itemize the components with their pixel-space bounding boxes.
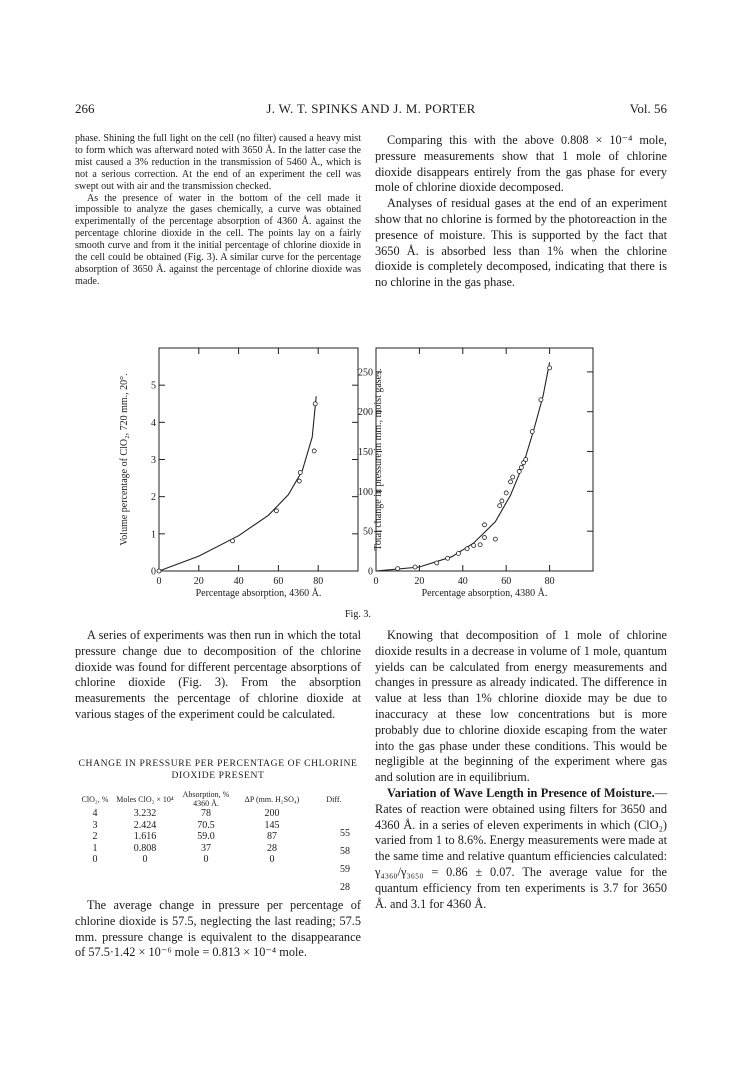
paragraph: Analyses of residual gases at the end of an experiment show that no chlorine is formed by the photoreaction in the presence of moisture. This is supported by the fact that 3650 Å. is absorbed less than 1% when the chlorine dioxide is completely decomposed, indicating that there is no chlorine in the gas phase.: [375, 196, 667, 290]
figure-caption: Fig. 3.: [345, 609, 371, 620]
plot-pressure-change: [358, 348, 593, 599]
fitted-curve: [159, 396, 316, 571]
y-tick-label: 200: [358, 407, 373, 419]
data-point: [498, 504, 502, 508]
data-point: [483, 536, 487, 540]
y-tick-label: 250: [358, 367, 373, 379]
data-point: [539, 398, 543, 402]
table-cell: 3: [92, 819, 98, 831]
y-tick-label: 50: [363, 526, 373, 538]
data-point: [274, 509, 278, 513]
data-point: [511, 475, 515, 479]
data-point: [465, 547, 469, 551]
right-bottom-text: [375, 628, 667, 912]
y-tick-label: 0: [151, 566, 156, 578]
left-bottom-text: [75, 628, 361, 723]
x-tick-label: 80: [544, 576, 555, 587]
column-header: Moles ClO₂ × 10⁴: [116, 794, 174, 804]
plot-chlorine-percentage: [119, 348, 358, 599]
data-table: [75, 790, 361, 866]
table-cell: 4: [92, 808, 98, 819]
y-axis-label: Total change in pressure in mm., moist gases.: [373, 368, 384, 551]
data-point: [413, 565, 417, 569]
table-cell: 0: [92, 854, 98, 865]
table-row: [75, 843, 361, 855]
y-tick-label: 5: [151, 380, 156, 392]
y-tick-label: 150: [358, 447, 373, 459]
data-point: [313, 402, 317, 406]
data-point: [298, 471, 302, 475]
paragraph: The average change in pressure per percentage of chlorine dioxide is 57.5, neglecting the last reading; 57.5 mm. pressure change is equivalent to the disappearance of 57.5·1.42 × 10⁻⁶ mole = 0.813 × 10⁻⁴ mole.: [75, 898, 361, 960]
column-header: Diff.: [326, 794, 342, 804]
table-title-line: CHANGE IN PRESSURE PER PERCENTAGE OF CHLORINE: [78, 758, 358, 769]
y-tick-label: 3: [151, 455, 156, 466]
data-point: [509, 480, 513, 484]
table-header-row: [75, 790, 361, 808]
paragraph: Comparing this with the above 0.808 × 10⁻⁴ mole, pressure measurements show that 1 mole of chlorine dioxide disappears entirely from the gas phase for every mole of chlorine dioxide decomposed.: [375, 133, 667, 195]
table-cell: [307, 820, 361, 832]
x-axis-label: Percentage absorption, 4360 Å.: [195, 588, 322, 599]
x-tick-label: 20: [414, 576, 425, 587]
x-tick-label: 40: [233, 576, 244, 587]
x-tick-label: 20: [193, 576, 204, 587]
running-header: [75, 101, 667, 119]
paragraph: Knowing that decomposition of 1 mole of chlorine dioxide results in a decrease in volume of 1 mole, quantum yields can be calculated from energy measurements and changes in pressure as already indicated. The difference in value at less than 1% chlorine dioxide may be due to inaccuracy at these low concentrations but is more probably due to chlorine dioxide escaping from the water into the gas phase under these conditions. This would be negligible at the beginning of the experiment where gas and solution are in equilibrium.: [375, 628, 667, 785]
table-row: [75, 808, 361, 820]
diff-value: 28: [340, 882, 350, 893]
table-cell: 37: [201, 842, 211, 854]
table-cell: 145: [264, 819, 280, 831]
section-heading: Variation of Wave Length in Presence of Moisture.: [387, 785, 655, 800]
data-point: [517, 469, 521, 473]
table-row: [75, 854, 361, 866]
diff-value: 58: [340, 846, 350, 857]
data-point: [396, 567, 400, 571]
data-point: [157, 569, 161, 573]
table-cell: 0: [269, 854, 275, 865]
data-point: [548, 366, 552, 370]
table-cell: 70.5: [197, 819, 215, 831]
table-cell: [307, 843, 361, 855]
x-tick-label: 60: [501, 576, 512, 587]
section-text: —Rates of reaction were obtained using filters for 3650 and 4360 Å. in a series of eleven experiments in which (ClO₂) varied from 1 to 8.6%. Energy measurements were made at the same time and relative quantum efficiencies calculated: γ₄₃₆₀/γ₃₆₅₀ = 0.86 ± 0.07. The average value for the quantum efficiency from ten experiments is 3.7 for 3650 Å. and 3.1 for 4360 Å.: [375, 785, 667, 911]
data-point: [483, 523, 487, 527]
data-point: [500, 499, 504, 503]
section-paragraph: [375, 786, 667, 912]
right-top-text: [375, 133, 667, 291]
table-title: [75, 758, 361, 782]
table-cell: 0.808: [133, 842, 157, 854]
table-cell: 0: [142, 854, 148, 865]
data-point: [504, 491, 508, 495]
plot-frame: [159, 348, 358, 571]
table-cell: 1: [92, 842, 98, 854]
paragraph: As the presence of water in the bottom of the cell made it impossible to analyze the gases chemically, a curve was obtained experimentally of the percentage absorption of 4360 Å. against the percentage chlorine dioxide in the cell. The points lay on a fairly smooth curve and from it the initial percentage of chlorine dioxide in the cell could be obtained (Fig. 3). A similar curve for the percentage absorption of 3650 Å. against the percentage of chlorine dioxide was made.: [75, 192, 361, 287]
y-tick-label: 0: [368, 566, 373, 578]
data-point: [231, 539, 235, 543]
x-tick-label: 80: [313, 576, 324, 587]
data-point: [493, 537, 497, 541]
table-cell: 2.424: [133, 819, 157, 831]
data-point: [456, 551, 460, 555]
left-end-text: [75, 898, 361, 961]
data-point: [530, 430, 534, 434]
table-row: [75, 831, 361, 843]
table-cell: 2: [92, 831, 98, 842]
data-point: [446, 556, 450, 560]
data-point: [472, 544, 476, 548]
table-cell: 1.616: [133, 831, 157, 842]
x-tick-label: 40: [457, 576, 468, 587]
page-number: 266: [75, 101, 95, 116]
data-point: [524, 458, 528, 462]
left-top-text: [75, 133, 361, 288]
table-cell: 0: [203, 854, 209, 865]
diff-value: 59: [340, 864, 350, 875]
running-title: J. W. T. SPINKS AND J. M. PORTER: [266, 101, 476, 116]
x-tick-label: 0: [156, 576, 162, 587]
table-cell: 78: [201, 808, 211, 819]
y-tick-label: 2: [151, 492, 156, 504]
diff-value: 55: [340, 828, 350, 839]
volume-number: Vol. 56: [629, 101, 667, 116]
data-point: [297, 479, 301, 483]
table-cell: 59.0: [197, 831, 215, 842]
column-header: ClO₂, %: [81, 794, 109, 804]
table-row: [75, 820, 361, 832]
data-point: [519, 465, 523, 469]
table-cell: 28: [267, 842, 277, 854]
table-cell: [307, 854, 361, 866]
table-cell: 200: [264, 808, 280, 819]
paragraph: phase. Shining the full light on the cell (no filter) caused a heavy mist to form which was afterward noted with 3650 Å. In the latter case the mist caused a 3% reduction in the transmission of 5460 Å., which is not a serious correction. At the end of an experiment the cell was swept out with air and the transmission checked.: [75, 133, 361, 192]
y-tick-label: 1: [151, 529, 156, 541]
column-header: ΔP (mm. H₂SO₄): [244, 794, 300, 804]
data-point: [312, 449, 316, 453]
y-tick-label: 4: [151, 417, 156, 429]
column-header: Absorption, % 4360 Å.: [182, 790, 230, 808]
y-tick-label: 100: [358, 486, 373, 498]
table-cell: 87: [267, 831, 277, 842]
x-axis-label: Percentage absorption, 4380 Å.: [421, 588, 548, 599]
table-cell: 3.232: [133, 808, 157, 819]
table-cell: [307, 831, 361, 843]
data-point: [435, 561, 439, 565]
x-tick-label: 60: [273, 576, 284, 587]
paragraph: A series of experiments was then run in which the total pressure change due to decomposition of the chlorine dioxide was found for different percentage absorptions of chlorine dioxide (Fig. 3). From the absorption measurements the percentage of chlorine dioxide at various stages of the experiment could be calculated.: [75, 628, 361, 721]
table-cell: [307, 808, 361, 820]
figure-3: [75, 340, 675, 608]
data-point: [478, 543, 482, 547]
x-tick-label: 0: [373, 576, 379, 587]
table-title-line: DIOXIDE PRESENT: [171, 770, 265, 781]
y-axis-label: Volume percentage of ClO₂, 720 mm., 20°.: [119, 373, 130, 546]
